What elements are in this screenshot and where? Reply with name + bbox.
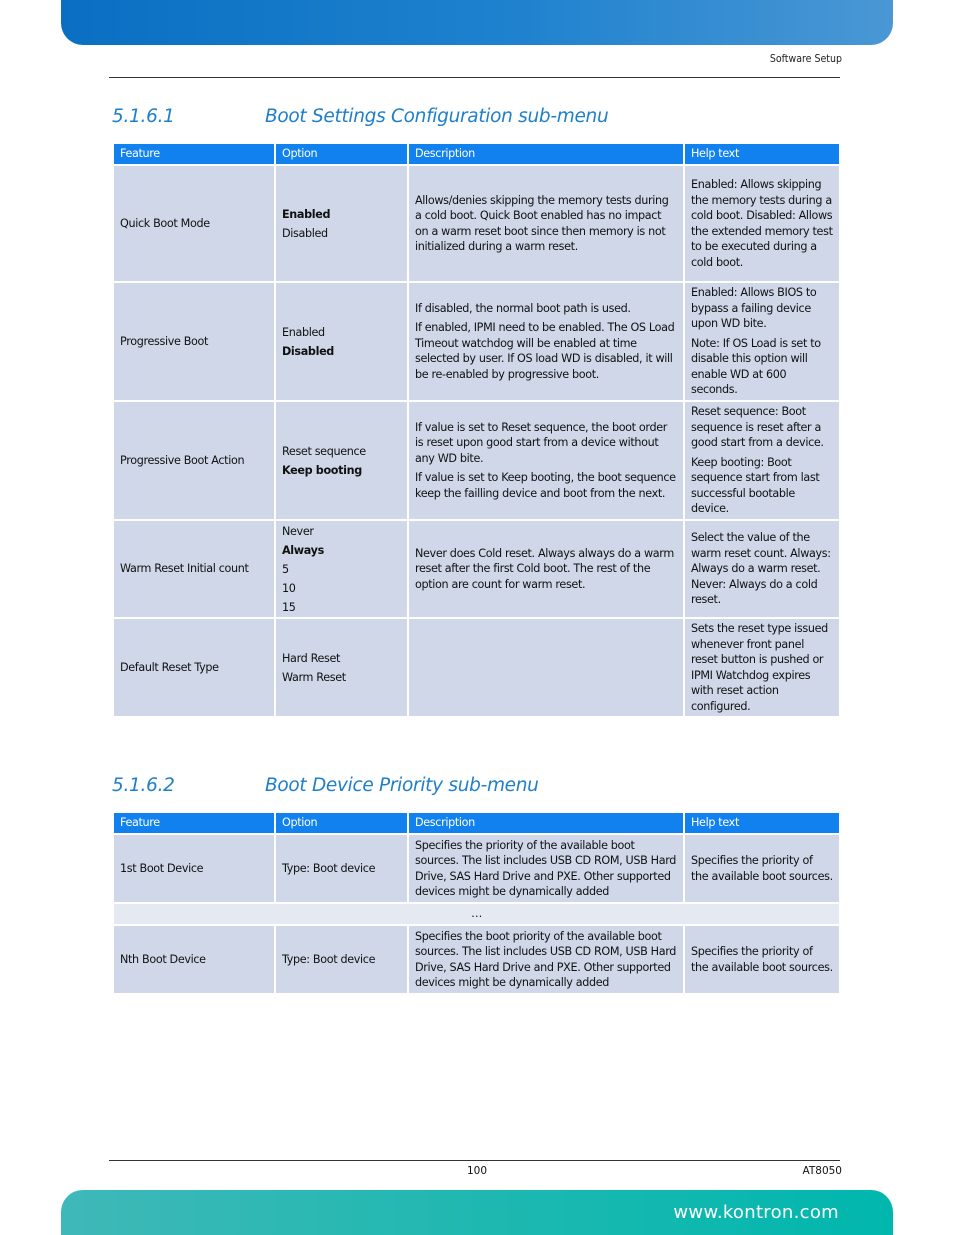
boot-device-priority-table bbox=[112, 811, 841, 995]
section-number: 5.1.6.2 bbox=[112, 775, 175, 796]
table-header-row bbox=[114, 144, 839, 164]
option-value: Reset sequence bbox=[282, 444, 366, 458]
option-value: Hard Reset bbox=[282, 651, 341, 665]
top-banner bbox=[61, 0, 893, 45]
description-text: If enabled, IPMI need to be enabled. The OS Load Timeout watchdog will be enabled at time selected by user. If OS load WD is disabled, it will be re-enabled by progressive boot. bbox=[415, 321, 675, 381]
ellipsis-cell: … bbox=[114, 904, 839, 924]
description-text: If value is set to Keep booting, the boot sequence keep the failling device and boot from the next. bbox=[415, 471, 676, 500]
table-row bbox=[114, 926, 839, 993]
option-value: Enabled bbox=[282, 207, 331, 221]
website-link[interactable]: www.kontron.com bbox=[673, 1202, 839, 1223]
description-cell bbox=[409, 166, 683, 281]
section-number: 5.1.6.1 bbox=[112, 106, 175, 127]
feature-cell: Nth Boot Device bbox=[114, 926, 274, 993]
ellipsis-row bbox=[114, 904, 839, 924]
description-cell bbox=[409, 283, 683, 400]
feature-cell: Progressive Boot bbox=[114, 283, 274, 400]
help-text: Reset sequence: Boot sequence is reset after a good start from a device. bbox=[691, 405, 824, 450]
column-header-option: Option bbox=[276, 813, 407, 833]
help-cell bbox=[685, 619, 839, 716]
help-cell bbox=[685, 402, 839, 519]
help-text: Keep booting: Boot sequence start from last successful bootable device. bbox=[691, 455, 820, 516]
help-text: Enabled: Allows skipping the memory tests during a cold boot. Disabled: Allows the extended memory test to be executed during a cold boot. bbox=[691, 178, 833, 269]
table-header-row bbox=[114, 813, 839, 833]
option-cell: Type: Boot device bbox=[276, 926, 407, 993]
table-row bbox=[114, 283, 839, 400]
option-cell bbox=[276, 402, 407, 519]
section-title: Boot Settings Configuration sub-menu bbox=[265, 106, 609, 127]
section-heading-boot-settings bbox=[112, 106, 608, 127]
help-cell: Specifies the priority of the available boot sources. bbox=[685, 926, 839, 993]
column-header-help: Help text bbox=[685, 144, 839, 164]
description-cell bbox=[409, 619, 683, 716]
help-cell bbox=[685, 166, 839, 281]
description-text: If disabled, the normal boot path is used. bbox=[415, 301, 631, 315]
option-cell bbox=[276, 166, 407, 281]
table-row bbox=[114, 619, 839, 716]
option-value: 10 bbox=[282, 581, 296, 595]
table-row bbox=[114, 166, 839, 281]
help-text: Enabled: Allows BIOS to bypass a failing device upon WD bite. bbox=[691, 286, 817, 331]
description-text: Allows/denies skipping the memory tests during a cold boot. Quick Boot enabled has no impact on a warm reset boot since then memory is not initialized during a warm reset. bbox=[415, 193, 669, 253]
help-cell bbox=[685, 283, 839, 400]
description-cell bbox=[409, 402, 683, 519]
option-value: Keep booting bbox=[282, 463, 362, 477]
column-header-description: Description bbox=[409, 813, 683, 833]
description-text: If value is set to Reset sequence, the boot order is reset upon good start from a device without any WD bite. bbox=[415, 420, 668, 465]
feature-cell: Warm Reset Initial count bbox=[114, 521, 274, 617]
option-value: 15 bbox=[282, 600, 296, 614]
option-cell bbox=[276, 283, 407, 400]
column-header-help: Help text bbox=[685, 813, 839, 833]
description-cell: Specifies the priority of the available boot sources. The list includes USB CD ROM, USB Hard Drive, SAS Hard Drive and PXE. Other supported devices might be dynamically added bbox=[409, 835, 683, 902]
feature-cell: 1st Boot Device bbox=[114, 835, 274, 902]
footer-rule bbox=[109, 1160, 840, 1161]
help-cell bbox=[685, 521, 839, 617]
page-number: 100 bbox=[467, 1165, 488, 1177]
feature-cell: Quick Boot Mode bbox=[114, 166, 274, 281]
product-name: AT8050 bbox=[802, 1165, 842, 1177]
boot-settings-table bbox=[112, 142, 841, 718]
description-text: Never does Cold reset. Always always do a warm reset after the first Cold boot. The rest of the option are count for warm reset. bbox=[415, 546, 674, 591]
section-title: Boot Device Priority sub-menu bbox=[265, 775, 539, 796]
table-row bbox=[114, 402, 839, 519]
column-header-option: Option bbox=[276, 144, 407, 164]
description-cell: Specifies the boot priority of the available boot sources. The list includes USB CD ROM, USB Hard Drive, SAS Hard Drive and PXE. Other supported devices might be dynamically added bbox=[409, 926, 683, 993]
option-cell bbox=[276, 619, 407, 716]
option-cell bbox=[276, 521, 407, 617]
table-row bbox=[114, 835, 839, 902]
option-value: Always bbox=[282, 543, 324, 557]
help-text: Sets the reset type issued whenever front panel reset button is pushed or IPMI Watchdog expires with reset action configured. bbox=[691, 622, 828, 713]
column-header-description: Description bbox=[409, 144, 683, 164]
option-value: Disabled bbox=[282, 344, 334, 358]
help-text: Select the value of the warm reset count. Always: Always do a warm reset. Never: Always do a cold reset. bbox=[691, 531, 831, 607]
table-row bbox=[114, 521, 839, 617]
bottom-banner bbox=[61, 1190, 893, 1235]
feature-cell: Default Reset Type bbox=[114, 619, 274, 716]
description-cell bbox=[409, 521, 683, 617]
option-value: Enabled bbox=[282, 325, 325, 339]
option-value: Warm Reset bbox=[282, 670, 346, 684]
help-cell: Specifies the priority of the available boot sources. bbox=[685, 835, 839, 902]
running-header: Software Setup bbox=[769, 53, 842, 65]
option-value: Never bbox=[282, 524, 314, 538]
help-text: Note: If OS Load is set to disable this option will enable WD at 600 seconds. bbox=[691, 336, 821, 397]
option-cell: Type: Boot device bbox=[276, 835, 407, 902]
section-heading-boot-device-priority bbox=[112, 775, 539, 796]
column-header-feature: Feature bbox=[114, 144, 274, 164]
header-rule bbox=[109, 77, 840, 78]
feature-cell: Progressive Boot Action bbox=[114, 402, 274, 519]
option-value: Disabled bbox=[282, 226, 328, 240]
column-header-feature: Feature bbox=[114, 813, 274, 833]
option-value: 5 bbox=[282, 562, 289, 576]
